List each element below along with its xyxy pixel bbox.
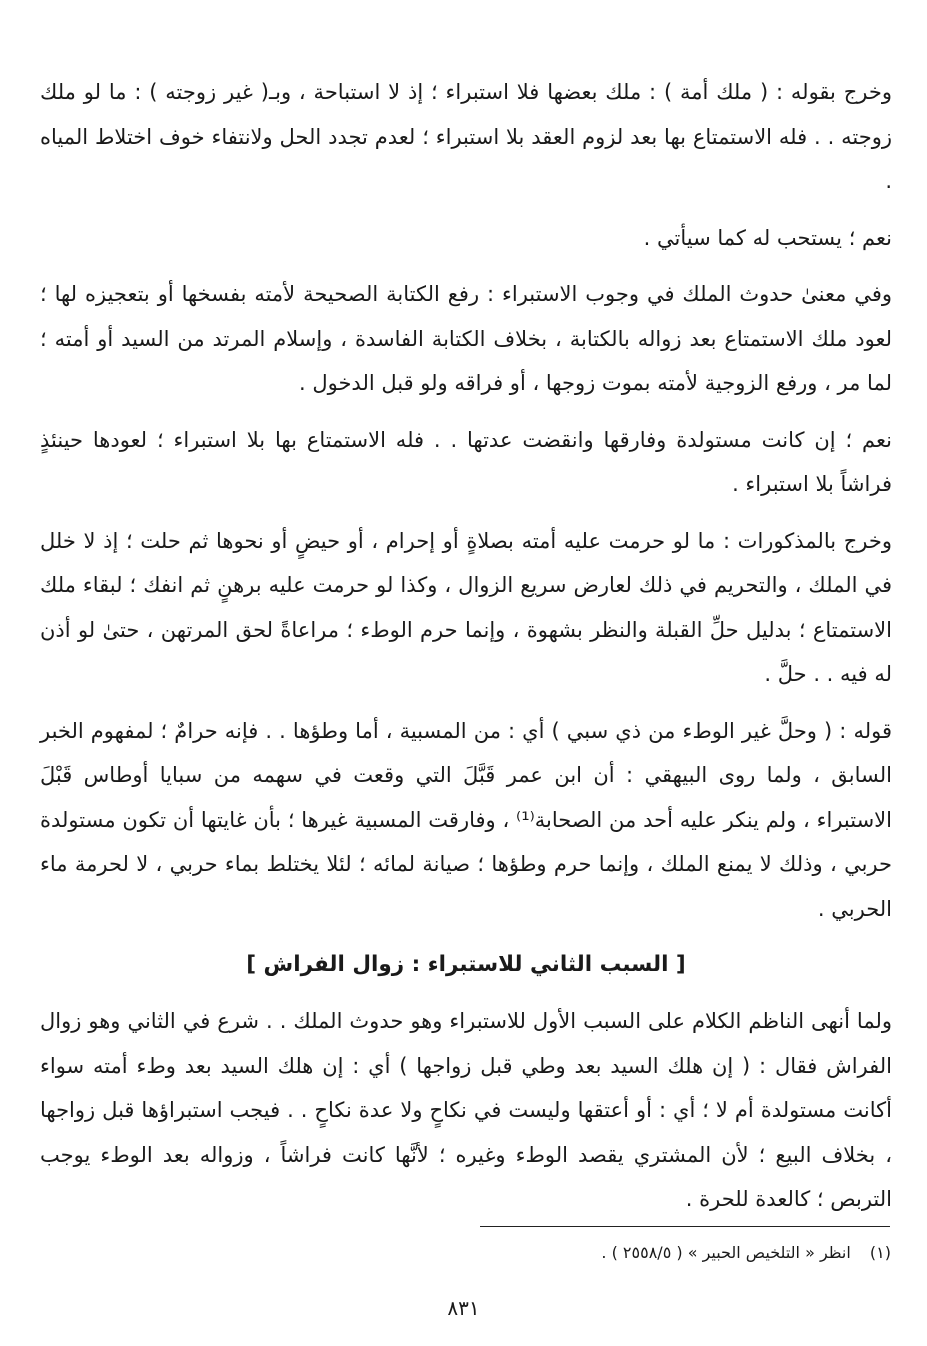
section-heading: [ السبب الثاني للاستبراء : زوال الفراش ] [246, 952, 686, 977]
page-number: ٨٣١ [447, 1296, 480, 1320]
paragraph-5: وخرج بالمذكورات : ما لو حرمت عليه أمته بصلاةٍ أو إحرام ، أو حيضٍ أو نحوها ثم حلت ؛ إذ لا خلل في الملك ، والتحريم في ذلك لعارض سريع الزوال ، وكذا لو حرمت عليه برهنٍ ثم انفك ؛ لبقاء ملك الاستمتاع ؛ بدليل حلِّ القبلة والنظر بشهوة ، وإنما حرم الوطء ؛ مراعاةً لحق المرتهن ، حتىٰ لو أذن له فيه . . حلَّ . [40, 528, 892, 686]
paragraph-6: قوله : ( وحلَّ غير الوطء من ذي سبي ) أي : من المسبية ، أما وطؤها . . فإنه حرامٌ ؛ لمفهوم الخبر السابق ، ولما روى البيهقي : أن ابن عمر قَبَّلَ التي وقعت في سهمه من سبايا أوطاس قَبْلَ الاستبراء ، ولم ينكر عليه أحد من الصحابة⁽¹⁾ ، وفارقت المسبية غيرها ؛ بأن غايتها أن تكون مستولدة حربي ، وذلك لا يمنع الملك ، وإنما حرم وطؤها ؛ صيانة لمائه ؛ لئلا يختلط بماء حربي ، لا لحرمة ماء الحربي . [40, 718, 892, 921]
footnote-text: انظر « التلخيص الحبير » ( ٢٥٥٨/٥ ) . [601, 1243, 851, 1262]
paragraph-4: نعم ؛ إن كانت مستولدة وفارقها وانقضت عدتها . . فله الاستمتاع بها بلا استبراء ؛ لعودها حينئذٍ فراشاً بلا استبراء . [40, 427, 892, 496]
paragraph-1: وخرج بقوله : ( ملك أمة ) : ملك بعضها فلا استبراء ؛ إذ لا استباحة ، وبـ( غير زوجته ) : ما لو ملك زوجته . . فله الاستمتاع بها بعد لزوم العقد بلا استبراء ؛ لعدم تجدد الحل ولانتفاء خوف اختلاط المياه . [40, 80, 892, 193]
paragraph-2: نعم ؛ يستحب له كما سيأتي . [643, 225, 892, 250]
footnote-divider [480, 1226, 890, 1227]
paragraph-3: وفي معنىٰ حدوث الملك في وجوب الاستبراء : رفع الكتابة الصحيحة لأمته بفسخها أو بتعجيزه لها ؛ لعود ملك الاستمتاع بعد زواله بالكتابة ، بخلاف الكتابة الفاسدة ، وإسلام المرتد من السيد أو أمته ؛ لما مر ، ورفع الزوجية لأمته بموت زوجها ، أو فراقه ولو قبل الدخول . [40, 282, 892, 395]
footnote-number: (١) [869, 1243, 891, 1262]
footnote [191, 1240, 891, 1266]
paragraph-7: ولما أنهى الناظم الكلام على السبب الأول للاستبراء وهو حدوث الملك . . شرع في الثاني وهو زوال الفراش فقال : ( إن هلك السيد بعد وطي قبل زواجها ) أي : إن هلك السيد بعد وطء أمته سواء أكانت مستولدة أم لا ؛ أي : أو أعتقها وليست في نكاحٍ ولا عدة نكاحٍ . . فيجب استبراؤها قبل زواجها ، بخلاف البيع ؛ لأن المشتري يقصد الوطء وغيره ؛ لأنَّها كانت فراشاً ، وزواله بعد الوطء يوجب التربص ؛ كالعدة للحرة . [40, 1009, 892, 1211]
page-body [40, 70, 892, 1234]
